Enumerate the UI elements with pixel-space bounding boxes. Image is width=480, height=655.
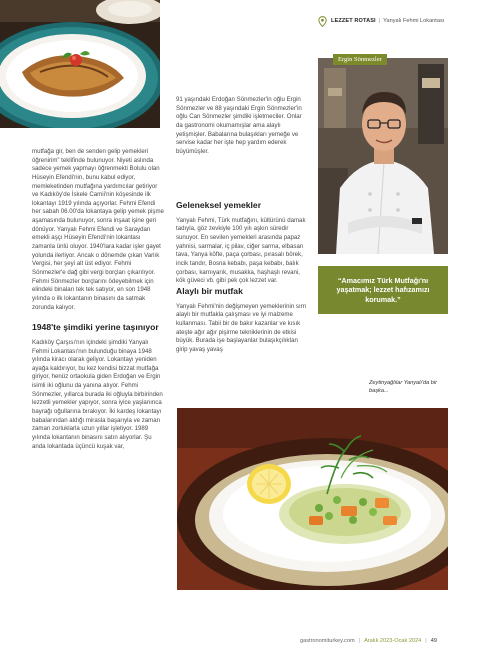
kitchen-paragraph: Yanyalı Fehmi'nin değişmeyen yemeklerinin sırrı alaylı bir mutfakla çalışması ve iyi malzeme kullanması. Tabii bir de bakır kazanlar ve kısık ateşte ağır ağır pişirme tekniklerinin de etkisi büyük. Burada işe başlayanlar bulaşıkçılıktan girip yavaş yavaş (176, 302, 307, 353)
footer-site: gastronomiturkey.com (300, 638, 355, 644)
chef-name-tag: Ergin Sönmezler (333, 54, 387, 65)
left-intro-paragraph: mutfağa gir, ben de senden gelip yemekleri öğrenirim” teklifinde bulunuyor. Niyeti aslında sadece yemek yapmayı öğrenmekti Bolulu olan Hüseyin Efendi'nin, bunu kabul ediyor, memleketinden mutfağına yardımcılar getiriyor ve Kadıköy'de İskele Camii'nin köşesinde ilk lokantayı 1919 yılında açıyorlar. Fehmi Efendi her sabah 06.00'da lokantaya gelip yemek pişme aşamasında bulunuyor, sonra inşaat işine geri dönüyor. Yanyalı Fehmi Efendi ve Saraydan emekli aşçı Hüseyin Efendi'nin lokantası zamanla ünlü oluyor. 1940'lara kadar işler gayet yolunda ilerliyor. Ancak o dönemde çıkan Varlık Vergisi, her şeyi alt üst ediyor. Fehmi Sönmezler'e dağ gibi vergi borçları çıkarılıyor. Fehmi Sönmezler borçlarını ödeyebilmek için elindeki binaları tek tek satıyor, en son 1948 yılında o ilk lokantanın binasını da satmak zorunda kalıyor. (32, 148, 164, 311)
location-pin-icon (318, 16, 327, 27)
footer-separator: | (358, 638, 361, 644)
food-photo-top (0, 0, 160, 128)
food-photo-bottom (177, 408, 448, 590)
page-footer (300, 638, 460, 644)
left-body-paragraph: Kadıköy Çarşısı'nın içindeki şimdiki Yanyalı Fehmi Lokantası'nın bulunduğu binaya 1948 yılında kiracı olarak geliyor. Lokantayı yeniden ayağa kaldırıyor, bu kez kendisi bizzat mutfağa giriyor, henüz ortaokula giden Erdoğan ve Ergin isimli iki oğlunu da yanına alıyor. Fehmi Sönmezler, yıllarca burada iki oğluyla birbirinden lezzetli yemekler yapıyor, sonra iyice yaşlanınca bayrağı oğullarına bırakıyor. İki kardeş lokantayı babalarından aldığı mirasla başarıyla ve zaman zaman zorluklarla uzun yıllar işletiyor. 1989 yılında lokantanın binasını satın alıyorlar. Şu anda lokantada üçüncü kuşak var, (32, 338, 163, 450)
left-column (32, 148, 164, 451)
middle-column (176, 200, 308, 354)
section-heading-traditional: Geleneksel yemekler (176, 200, 262, 210)
footer-separator-2: | (425, 638, 427, 644)
middle-intro-paragraph: 91 yaşındaki Erdoğan Sönmezler'in oğlu Ergin Sönmezler ve 88 yaşındaki Ergin Sönmezler'in oğlu Can Sönmezler şimdiki işletmeciler. Onlar da gastronomi okumamışlar ama alaylı yetişmişler. Babalarına bulaşıkları yemeğe ve servise kadar her işte hep yardım ederek büyümüşler. (176, 96, 302, 155)
page-header (318, 14, 476, 28)
footer-date: Aralık 2023-Ocak 2024 (364, 638, 422, 644)
middle-column-intro (176, 96, 308, 156)
quote-text: “Amacımız Türk Mutfağı'nı yaşatmak; lezzet hafızamızı korumak.” (336, 275, 430, 304)
header-separator: | (378, 18, 381, 24)
photo-caption: Zeytinyağlılar Yanyalı'da bir başka... (369, 380, 438, 394)
chef-photo (318, 58, 448, 254)
section-subtitle: Yanyalı Fehmi Lokantası (383, 18, 445, 24)
traditional-paragraph: Yanyalı Fehmi, Türk mutfağını, kültürünü damak tadıyla, göz zevkiyle 100 yılı aşkın süredir sunuyor. En sevilen yemekleri arasında papaz yahnisi, sarmalar, iç pilav, ciğer sarma, elbasan tava, Yanya köfte, paça çorbası, pırasalı börek, incik tandır, Bosna kebabı, paşa kebabı, balık çorbası, karnıyarık, musakka, haşhaşlı revani, kök güveci vb. gibi pek çok lezzet var. (176, 216, 306, 285)
pull-quote (318, 266, 448, 314)
section-title: LEZZET ROTASI (331, 18, 376, 24)
section-heading-kitchen: Alaylı bir mutfak (176, 285, 243, 296)
section-heading-move: 1948'te şimdiki yerine taşınıyor (32, 322, 159, 333)
page-number: 49 (430, 638, 437, 644)
